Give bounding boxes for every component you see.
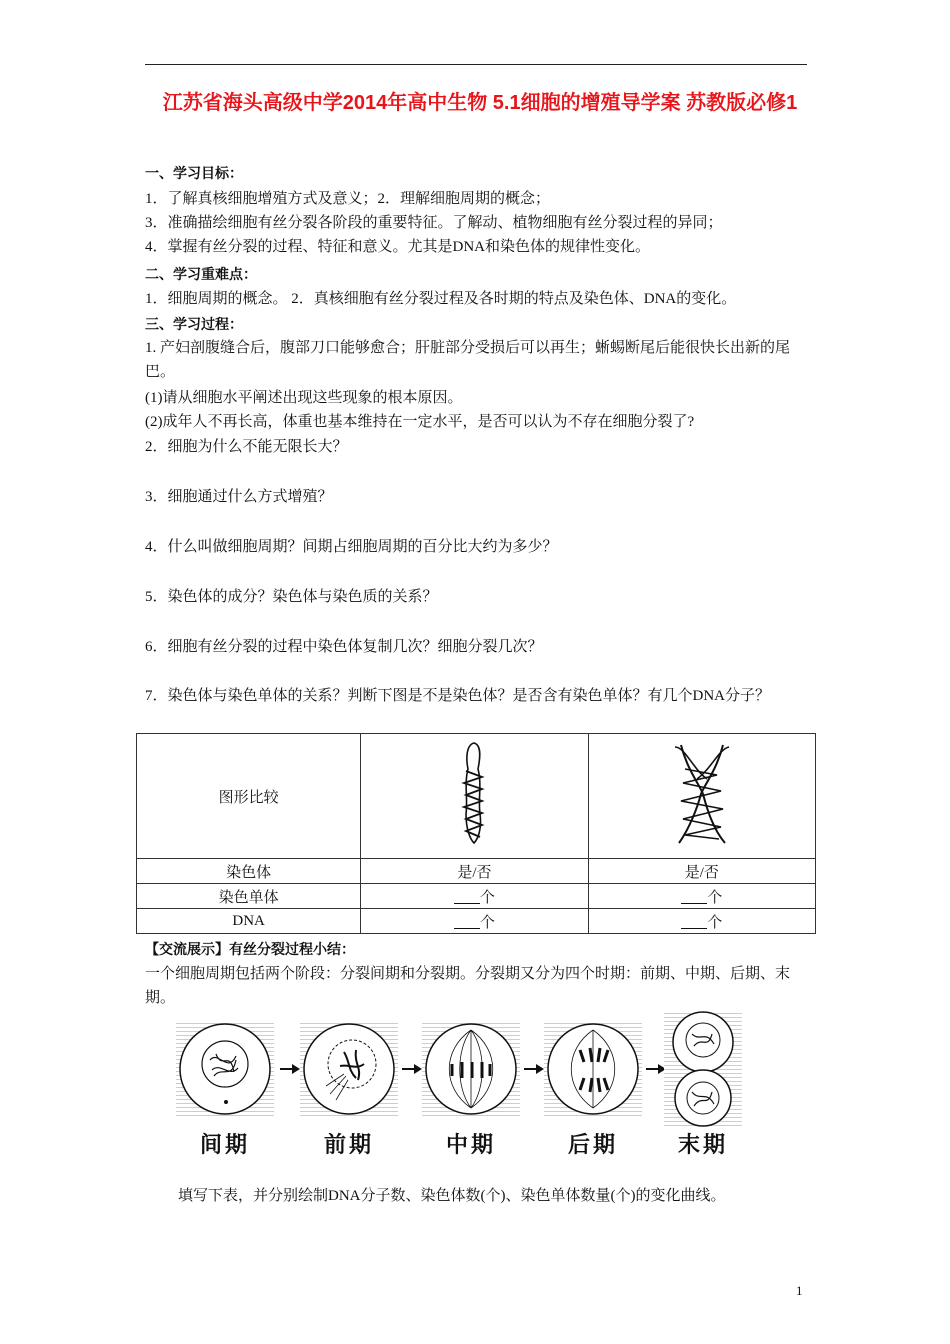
arrow-icon (524, 1062, 544, 1076)
question-4: 4．什么叫做细胞周期？间期占细胞周期的百分比大约为多少？ (145, 539, 558, 555)
keypoint-line-1: 1．细胞周期的概念。 2．真核细胞有丝分裂过程及各时期的特点及染色体、DNA的变化。 (145, 291, 737, 307)
row-label-chromosome: 染色体 (137, 859, 361, 884)
arrow-icon (280, 1062, 300, 1076)
question-2: 2．细胞为什么不能无限长大？ (145, 439, 348, 455)
header-rule (145, 64, 807, 65)
prophase-cell-image (300, 1020, 398, 1118)
stage-label-metaphase: 中期 (445, 1133, 496, 1158)
anaphase-cell-image (544, 1020, 642, 1118)
metaphase-cell-image (422, 1020, 520, 1118)
stage-label-prophase: 前期 (323, 1133, 374, 1158)
instruction-text: 填写下表，并分别绘制DNA分子数、染色体数(个)、染色单体数量(个)的变化曲线。 (178, 1188, 726, 1204)
page-number: 1 (796, 1283, 803, 1298)
answer-blank (454, 914, 480, 929)
answer-blank (454, 889, 480, 904)
question-5: 5．染色体的成分？染色体与染色质的关系？ (145, 589, 438, 605)
section3-heading: 三、学习过程： (145, 316, 243, 332)
chromatid-answer-2: 个 (588, 884, 815, 909)
mitosis-stages-figure (176, 1010, 746, 1160)
question-1b: (2)成年人不再长高，体重也基本维持在一定水平，是否可以认为不存在细胞分裂了? (145, 414, 695, 430)
chromosome-answer-1: 是/否 (361, 859, 588, 884)
chromosome-figure-1 (361, 734, 588, 859)
telophase-cell-image (664, 1010, 742, 1128)
summary-heading: 【交流展示】有丝分裂过程小结： (145, 941, 355, 957)
objective-line-3: 4．掌握有丝分裂的过程、特征和意义。尤其是DNA和染色体的规律性变化。 (145, 239, 651, 255)
answer-blank (681, 914, 707, 929)
summary-text: 一个细胞周期包括两个阶段：分裂间期和分裂期。分裂期又分为四个时期：前期、中期、后期、末期。 (145, 966, 791, 1006)
objective-line-1: 1．了解真核细胞增殖方式及意义；2．理解细胞周期的概念； (145, 191, 551, 207)
question-7: 7．染色体与染色单体的关系？判断下图是不是染色体？是否含有染色单体？有几个DNA分子？ (145, 688, 771, 704)
objective-line-2: 3．准确描绘细胞有丝分裂各阶段的重要特征。了解动、植物细胞有丝分裂过程的异同； (145, 215, 723, 231)
question-6: 6．细胞有丝分裂的过程中染色体复制几次？细胞分裂几次？ (145, 639, 543, 655)
question-1a: (1)请从细胞水平阐述出现这些现象的根本原因。 (145, 390, 463, 406)
stage-label-telophase: 末期 (677, 1133, 728, 1158)
table-row (137, 884, 816, 909)
dna-answer-2: 个 (588, 909, 815, 934)
table-row (137, 859, 816, 884)
chromosome-figure-2 (588, 734, 815, 859)
chromosome-comparison-table (136, 733, 816, 934)
dna-answer-1: 个 (361, 909, 588, 934)
chromatid-answer-1: 个 (361, 884, 588, 909)
question-1: 1. 产妇剖腹缝合后，腹部刀口能够愈合；肝脏部分受损后可以再生；蜥蜴断尾后能很快长出新的尾巴。 (145, 340, 791, 380)
document-title: 江苏省海头高级中学2014年高中生物 5.1细胞的增殖导学案 苏教版必修1 (162, 92, 798, 114)
table-row (137, 909, 816, 934)
row-label-chromatid: 染色单体 (137, 884, 361, 909)
row-label-dna: DNA (137, 909, 361, 934)
question-3: 3．细胞通过什么方式增殖？ (145, 489, 333, 505)
table-row (137, 734, 816, 859)
arrow-icon (646, 1062, 666, 1076)
table-header-cell: 图形比较 (137, 734, 361, 859)
arrow-icon (402, 1062, 422, 1076)
section1-heading: 一、学习目标： (145, 165, 243, 181)
stage-label-interphase: 间期 (199, 1133, 250, 1158)
section2-heading: 二、学习重难点： (145, 266, 257, 282)
stage-label-anaphase: 后期 (567, 1133, 618, 1158)
interphase-cell-image (176, 1020, 274, 1118)
answer-blank (681, 889, 707, 904)
chromosome-answer-2: 是/否 (588, 859, 815, 884)
